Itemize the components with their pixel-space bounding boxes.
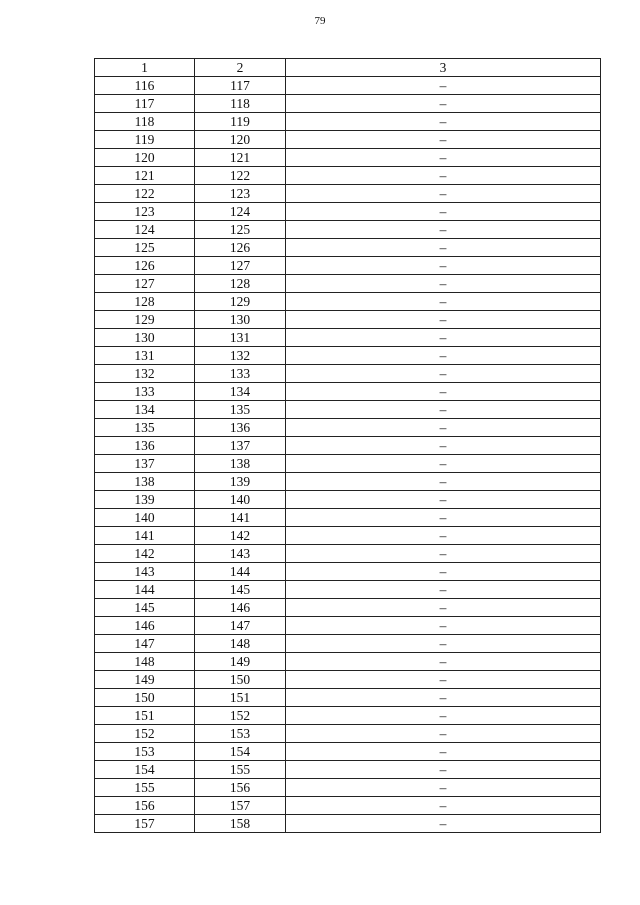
table-header	[95, 59, 601, 77]
table-cell-col-1: 127	[95, 275, 195, 293]
table-cell-col-2: 156	[195, 779, 286, 797]
table-cell-col-1: 126	[95, 257, 195, 275]
column-header-2: 2	[195, 59, 286, 77]
table-row	[95, 131, 601, 149]
table-cell-col-2: 155	[195, 761, 286, 779]
table-cell-col-1: 124	[95, 221, 195, 239]
table-cell-col-3: –	[286, 275, 601, 293]
data-table	[94, 58, 601, 833]
table-cell-col-2: 132	[195, 347, 286, 365]
table-row	[95, 581, 601, 599]
table-cell-col-1: 128	[95, 293, 195, 311]
table-row	[95, 203, 601, 221]
table-cell-col-3: –	[286, 221, 601, 239]
table-row	[95, 527, 601, 545]
table-cell-col-3: –	[286, 383, 601, 401]
table-cell-col-3: –	[286, 77, 601, 95]
table-row	[95, 149, 601, 167]
table-cell-col-3: –	[286, 329, 601, 347]
table-cell-col-3: –	[286, 743, 601, 761]
table-cell-col-2: 133	[195, 365, 286, 383]
table-row	[95, 797, 601, 815]
table-cell-col-3: –	[286, 473, 601, 491]
table-cell-col-3: –	[286, 617, 601, 635]
table-cell-col-1: 122	[95, 185, 195, 203]
table-cell-col-3: –	[286, 815, 601, 833]
header-row	[95, 59, 601, 77]
table-cell-col-2: 129	[195, 293, 286, 311]
table-row	[95, 437, 601, 455]
table-cell-col-2: 153	[195, 725, 286, 743]
table-row	[95, 293, 601, 311]
table-row	[95, 113, 601, 131]
table-cell-col-1: 118	[95, 113, 195, 131]
table-cell-col-1: 154	[95, 761, 195, 779]
table-row	[95, 185, 601, 203]
table-cell-col-3: –	[286, 599, 601, 617]
table-cell-col-2: 149	[195, 653, 286, 671]
table-cell-col-3: –	[286, 347, 601, 365]
table-cell-col-2: 150	[195, 671, 286, 689]
table-cell-col-2: 124	[195, 203, 286, 221]
table-cell-col-3: –	[286, 239, 601, 257]
table-row	[95, 509, 601, 527]
table-cell-col-2: 140	[195, 491, 286, 509]
table-row	[95, 419, 601, 437]
table-cell-col-2: 145	[195, 581, 286, 599]
table-cell-col-1: 156	[95, 797, 195, 815]
table-cell-col-1: 146	[95, 617, 195, 635]
table-cell-col-3: –	[286, 779, 601, 797]
table-cell-col-3: –	[286, 707, 601, 725]
table-cell-col-3: –	[286, 725, 601, 743]
table-cell-col-3: –	[286, 437, 601, 455]
table-cell-col-3: –	[286, 311, 601, 329]
table-cell-col-2: 148	[195, 635, 286, 653]
table-cell-col-3: –	[286, 257, 601, 275]
table-cell-col-2: 122	[195, 167, 286, 185]
table-cell-col-3: –	[286, 545, 601, 563]
table-cell-col-2: 118	[195, 95, 286, 113]
table-cell-col-3: –	[286, 167, 601, 185]
table-row	[95, 383, 601, 401]
table-cell-col-2: 125	[195, 221, 286, 239]
table-row	[95, 401, 601, 419]
table-cell-col-2: 126	[195, 239, 286, 257]
table-body	[95, 77, 601, 833]
column-header-1: 1	[95, 59, 195, 77]
table-row	[95, 167, 601, 185]
table-cell-col-1: 116	[95, 77, 195, 95]
table-cell-col-1: 134	[95, 401, 195, 419]
table-row	[95, 761, 601, 779]
table-cell-col-3: –	[286, 797, 601, 815]
table-cell-col-3: –	[286, 455, 601, 473]
table-cell-col-2: 128	[195, 275, 286, 293]
table-cell-col-1: 143	[95, 563, 195, 581]
table-cell-col-2: 158	[195, 815, 286, 833]
table-row	[95, 653, 601, 671]
table-cell-col-2: 137	[195, 437, 286, 455]
table-cell-col-2: 141	[195, 509, 286, 527]
table-cell-col-2: 157	[195, 797, 286, 815]
table-row	[95, 815, 601, 833]
page-number: 79	[314, 15, 326, 27]
table-row	[95, 635, 601, 653]
table-cell-col-2: 120	[195, 131, 286, 149]
table-cell-col-2: 135	[195, 401, 286, 419]
table-cell-col-3: –	[286, 203, 601, 221]
table-cell-col-2: 134	[195, 383, 286, 401]
table-cell-col-2: 130	[195, 311, 286, 329]
table-cell-col-3: –	[286, 95, 601, 113]
table-cell-col-3: –	[286, 509, 601, 527]
table-cell-col-3: –	[286, 293, 601, 311]
table-cell-col-1: 150	[95, 689, 195, 707]
table-cell-col-1: 149	[95, 671, 195, 689]
table-cell-col-3: –	[286, 185, 601, 203]
table-row	[95, 311, 601, 329]
table-row	[95, 779, 601, 797]
table-cell-col-2: 143	[195, 545, 286, 563]
table-cell-col-2: 117	[195, 77, 286, 95]
table-cell-col-1: 117	[95, 95, 195, 113]
table-cell-col-2: 136	[195, 419, 286, 437]
table-cell-col-2: 139	[195, 473, 286, 491]
table-cell-col-2: 144	[195, 563, 286, 581]
table-row	[95, 689, 601, 707]
table-cell-col-3: –	[286, 689, 601, 707]
table-cell-col-2: 147	[195, 617, 286, 635]
table-row	[95, 455, 601, 473]
table-cell-col-3: –	[286, 527, 601, 545]
table-cell-col-1: 153	[95, 743, 195, 761]
table-cell-col-1: 130	[95, 329, 195, 347]
table-row	[95, 347, 601, 365]
table-cell-col-1: 133	[95, 383, 195, 401]
table-cell-col-3: –	[286, 113, 601, 131]
table-cell-col-3: –	[286, 365, 601, 383]
table-row	[95, 95, 601, 113]
table-cell-col-1: 155	[95, 779, 195, 797]
table-cell-col-1: 135	[95, 419, 195, 437]
table-row	[95, 725, 601, 743]
table-cell-col-1: 119	[95, 131, 195, 149]
table-cell-col-2: 127	[195, 257, 286, 275]
table-cell-col-1: 120	[95, 149, 195, 167]
table-row	[95, 743, 601, 761]
table-cell-col-3: –	[286, 761, 601, 779]
table-cell-col-2: 151	[195, 689, 286, 707]
table-cell-col-2: 146	[195, 599, 286, 617]
table-row	[95, 545, 601, 563]
table-row	[95, 257, 601, 275]
table-cell-col-3: –	[286, 131, 601, 149]
table-row	[95, 221, 601, 239]
table-cell-col-1: 139	[95, 491, 195, 509]
table-cell-col-3: –	[286, 653, 601, 671]
column-header-3: 3	[286, 59, 601, 77]
table-cell-col-3: –	[286, 491, 601, 509]
table-row	[95, 671, 601, 689]
table-cell-col-1: 121	[95, 167, 195, 185]
table-cell-col-1: 157	[95, 815, 195, 833]
table-cell-col-1: 148	[95, 653, 195, 671]
table-cell-col-3: –	[286, 581, 601, 599]
table-cell-col-3: –	[286, 401, 601, 419]
table-row	[95, 473, 601, 491]
table-cell-col-1: 140	[95, 509, 195, 527]
table-row	[95, 599, 601, 617]
table-cell-col-1: 125	[95, 239, 195, 257]
table-cell-col-1: 136	[95, 437, 195, 455]
table-cell-col-1: 141	[95, 527, 195, 545]
table-cell-col-2: 142	[195, 527, 286, 545]
table-cell-col-3: –	[286, 671, 601, 689]
table-cell-col-3: –	[286, 419, 601, 437]
table-cell-col-2: 131	[195, 329, 286, 347]
table-cell-col-2: 138	[195, 455, 286, 473]
table-row	[95, 707, 601, 725]
table-cell-col-2: 121	[195, 149, 286, 167]
table-row	[95, 563, 601, 581]
table-cell-col-1: 152	[95, 725, 195, 743]
table-cell-col-1: 147	[95, 635, 195, 653]
table-cell-col-1: 145	[95, 599, 195, 617]
table-cell-col-1: 138	[95, 473, 195, 491]
table-cell-col-3: –	[286, 563, 601, 581]
table-cell-col-1: 144	[95, 581, 195, 599]
table-cell-col-2: 154	[195, 743, 286, 761]
table-cell-col-2: 152	[195, 707, 286, 725]
table-row	[95, 329, 601, 347]
table-row	[95, 617, 601, 635]
table-row	[95, 365, 601, 383]
table-cell-col-1: 129	[95, 311, 195, 329]
table-cell-col-1: 123	[95, 203, 195, 221]
table-cell-col-3: –	[286, 149, 601, 167]
table-row	[95, 239, 601, 257]
table-row	[95, 491, 601, 509]
table-cell-col-1: 142	[95, 545, 195, 563]
table-cell-col-1: 151	[95, 707, 195, 725]
table-row	[95, 77, 601, 95]
table-cell-col-2: 119	[195, 113, 286, 131]
table-cell-col-1: 132	[95, 365, 195, 383]
table-row	[95, 275, 601, 293]
table-cell-col-2: 123	[195, 185, 286, 203]
table-cell-col-1: 131	[95, 347, 195, 365]
table-cell-col-3: –	[286, 635, 601, 653]
table-cell-col-1: 137	[95, 455, 195, 473]
